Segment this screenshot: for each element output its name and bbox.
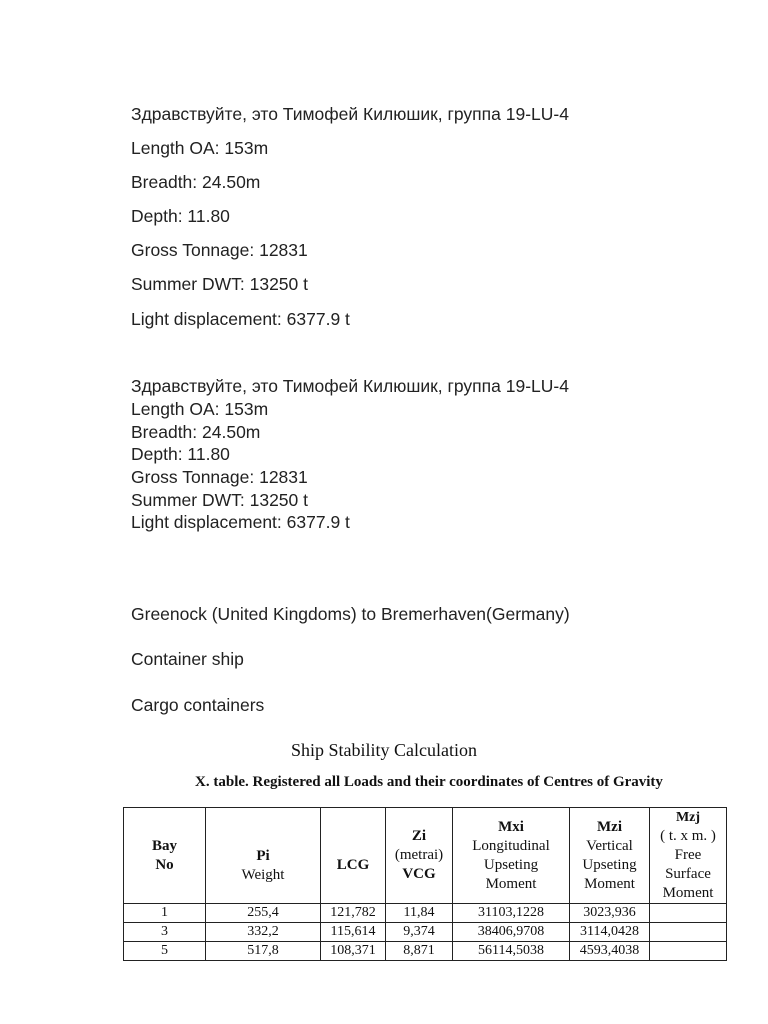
loads-table: [123, 807, 727, 961]
summer-dwt-line: Summer DWT: 13250 t: [131, 274, 308, 294]
table-caption: X. table. Registered all Loads and their coordinates of Centres of Gravity: [195, 774, 663, 790]
breadth-line: Breadth: 24.50m: [131, 422, 261, 442]
depth-line: Depth: 11.80: [131, 444, 230, 464]
breadth-line: Breadth: 24.50m: [131, 172, 261, 192]
gross-tonnage-line: Gross Tonnage: 12831: [131, 240, 308, 260]
gross-tonnage-line: Gross Tonnage: 12831: [131, 467, 308, 487]
header-bay: Bay No: [124, 808, 206, 904]
summer-dwt-line: Summer DWT: 13250 t: [131, 490, 308, 510]
cell-pi: 517,8: [206, 942, 321, 961]
cell-lcg: 121,782: [321, 904, 386, 923]
cargo-line: Cargo containers: [131, 695, 265, 715]
cell-zi: 8,871: [386, 942, 453, 961]
cell-lcg: 115,614: [321, 923, 386, 942]
cell-mxi: 56114,5038: [453, 942, 570, 961]
header-lcg: LCG: [321, 808, 386, 904]
depth-line: Depth: 11.80: [131, 206, 230, 226]
table-row: [124, 942, 727, 961]
header-mxi: Mxi Longitudinal Upseting Moment: [453, 808, 570, 904]
cell-bay: 5: [124, 942, 206, 961]
cell-mzi: 3114,0428: [570, 923, 650, 942]
length-line: Length OA: 153m: [131, 138, 269, 158]
cell-pi: 332,2: [206, 923, 321, 942]
cell-lcg: 108,371: [321, 942, 386, 961]
greeting-line: Здравствуйте, это Тимофей Килюшик, группа 19-LU-4: [131, 104, 569, 124]
cell-mzi: 3023,936: [570, 904, 650, 923]
cell-zi: 11,84: [386, 904, 453, 923]
cell-mzj: [650, 904, 727, 923]
table-row: [124, 904, 727, 923]
header-pi: Pi Weight: [206, 808, 321, 904]
route-line: Greenock (United Kingdoms) to Bremerhaven(Germany): [131, 604, 570, 624]
cell-zi: 9,374: [386, 923, 453, 942]
ship-type-line: Container ship: [131, 649, 244, 669]
cell-mxi: 38406,9708: [453, 923, 570, 942]
calc-title: Ship Stability Calculation: [291, 740, 477, 760]
cell-mxi: 31103,1228: [453, 904, 570, 923]
length-line: Length OA: 153m: [131, 399, 269, 419]
header-mzi: Mzi Vertical Upseting Moment: [570, 808, 650, 904]
cell-mzj: [650, 942, 727, 961]
cell-mzi: 4593,4038: [570, 942, 650, 961]
cell-mzj: [650, 923, 727, 942]
table-row: [124, 923, 727, 942]
cell-bay: 1: [124, 904, 206, 923]
light-displacement-line: Light displacement: 6377.9 t: [131, 309, 350, 329]
cell-bay: 3: [124, 923, 206, 942]
table-header-row: [124, 808, 727, 904]
header-zi: Zi (metrai) VCG: [386, 808, 453, 904]
header-mzj: Mzj ( t. x m. ) Free Surface Moment: [650, 808, 727, 904]
light-displacement-line: Light displacement: 6377.9 t: [131, 512, 350, 532]
greeting-line: Здравствуйте, это Тимофей Килюшик, группа 19-LU-4: [131, 376, 569, 396]
cell-pi: 255,4: [206, 904, 321, 923]
